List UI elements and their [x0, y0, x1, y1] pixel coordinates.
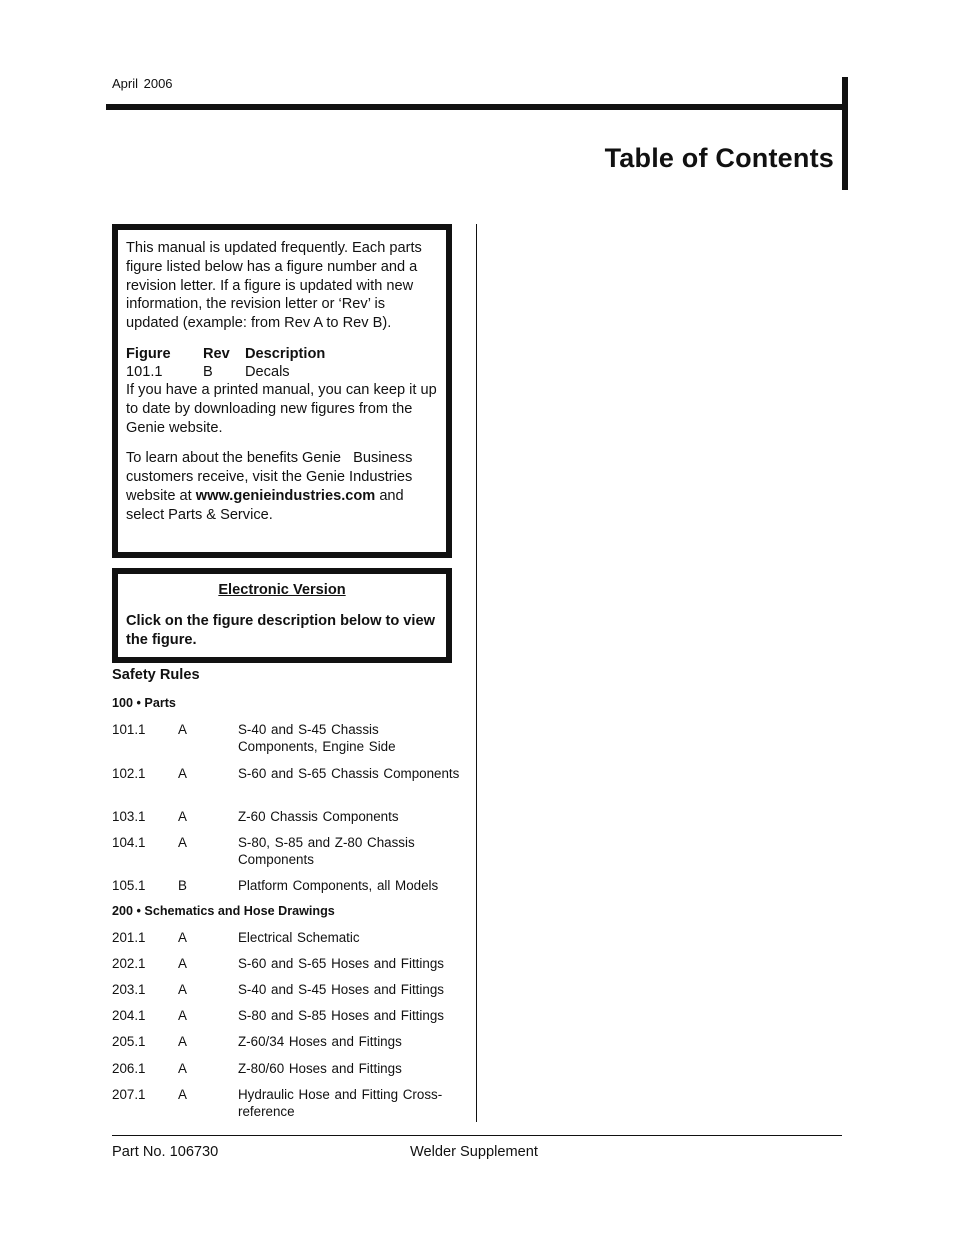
info-paragraph-2: If you have a printed manual, you can keep it up to date by downloading new figures from the Genie website. [126, 381, 437, 436]
section-heading-200: 200 • Schematics and Hose Drawings [112, 904, 335, 918]
electronic-version-title: Electronic Version [218, 582, 346, 598]
toc-figure: 104.1 [112, 835, 146, 850]
toc-rev: A [178, 982, 187, 997]
toc-description-link[interactable]: Platform Components, all Models [238, 878, 439, 893]
toc-rev: A [178, 956, 187, 971]
toc-figure: 102.1 [112, 766, 146, 781]
page-date: April 2006 [112, 76, 173, 91]
row-description: Decals [245, 363, 290, 380]
toc-description-link[interactable]: Z-60 Chassis Components [238, 809, 399, 824]
website-link[interactable]: www.genieindustries.com [195, 487, 376, 504]
toc-figure: 206.1 [112, 1061, 146, 1076]
toc-rev: A [178, 766, 187, 781]
row-figure: 101.1 [126, 363, 163, 380]
electronic-version-text: Click on the figure description below to view the figure. [126, 612, 435, 648]
toc-description-link[interactable]: S-40 and S-45 Chassis Components, Engine Side [238, 722, 396, 754]
revision-table [126, 345, 438, 381]
row-rev: B [203, 363, 213, 380]
toc-description-link[interactable]: S-60 and S-65 Hoses and Fittings [238, 956, 444, 971]
toc-description-link[interactable]: Electrical Schematic [238, 930, 360, 945]
safety-rules-link[interactable]: Safety Rules [112, 667, 200, 683]
info-paragraph-1: This manual is updated frequently. Each parts figure listed below has a figure number and a revision letter. If a figure is updated with new information, the revision letter or ‘Rev’ is updated (example: from Rev A to Rev B). [126, 240, 422, 332]
toc-rev: A [178, 1008, 187, 1023]
page-title: Table of Contents [604, 143, 834, 173]
info-paragraph-3-post: and select Parts & Service. [126, 487, 404, 523]
header-description: Description [245, 345, 326, 362]
supplement-title: Welder Supplement [410, 1144, 538, 1160]
update-info-box [112, 224, 452, 558]
toc-rev: B [178, 878, 187, 893]
info-paragraph-3-pre: To learn about the benefits Genie Business customers receive, visit the Genie Industries website at [126, 450, 413, 504]
toc-figure: 205.1 [112, 1034, 146, 1049]
info-paragraph-3 [126, 449, 438, 524]
toc-figure: 103.1 [112, 809, 146, 824]
toc-figure: 101.1 [112, 722, 146, 737]
toc-figure: 201.1 [112, 930, 146, 945]
section-heading-100: 100 • Parts [112, 696, 176, 710]
toc-figure: 202.1 [112, 956, 146, 971]
toc-figure: 207.1 [112, 1087, 146, 1102]
header-side-bar [842, 77, 848, 190]
toc-description-link[interactable]: S-60 and S-65 Chassis Components [238, 766, 460, 781]
toc-description-link[interactable]: Hydraulic Hose and Fitting Cross-reference [238, 1087, 443, 1119]
electronic-version-box [112, 568, 452, 663]
toc-rev: A [178, 835, 187, 850]
footer-rule [112, 1135, 842, 1136]
toc-description-link[interactable]: S-40 and S-45 Hoses and Fittings [238, 982, 444, 997]
toc-figure: 105.1 [112, 878, 146, 893]
toc-description-link[interactable]: Z-60/34 Hoses and Fittings [238, 1034, 402, 1049]
toc-description-link[interactable]: Z-80/60 Hoses and Fittings [238, 1061, 402, 1076]
header-figure: Figure [126, 345, 171, 362]
toc-rev: A [178, 1087, 187, 1102]
header-rev: Rev [203, 345, 230, 362]
revision-table-row [126, 363, 438, 381]
column-divider [476, 224, 477, 1122]
header-rule [106, 104, 848, 110]
toc-rev: A [178, 722, 187, 737]
toc-description-link[interactable]: S-80, S-85 and Z-80 Chassis Components [238, 835, 415, 867]
toc-rev: A [178, 1034, 187, 1049]
revision-table-header [126, 345, 438, 363]
toc-figure: 203.1 [112, 982, 146, 997]
part-number: Part No. 106730 [112, 1144, 219, 1160]
toc-rev: A [178, 1061, 187, 1076]
toc-figure: 204.1 [112, 1008, 146, 1023]
toc-description-link[interactable]: S-80 and S-85 Hoses and Fittings [238, 1008, 444, 1023]
toc-rev: A [178, 809, 187, 824]
toc-rev: A [178, 930, 187, 945]
